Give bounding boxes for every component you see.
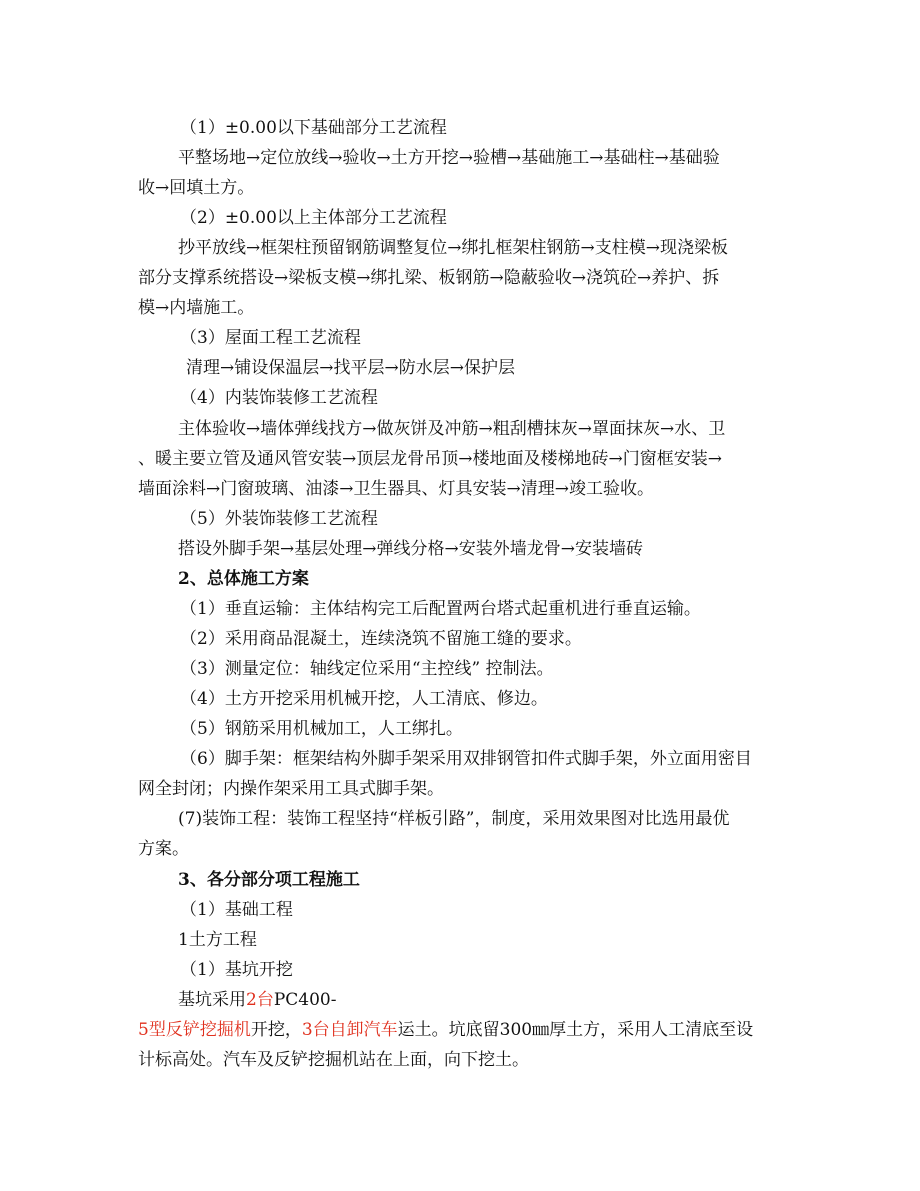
subheading-exterior-flow: （5）外装饰装修工艺流程: [180, 509, 378, 529]
paragraph-line: 网全封闭；内操作架采用工具式脚手架。: [138, 779, 444, 799]
section-heading-overall-plan: 2、总体施工方案: [178, 569, 309, 589]
paragraph-line: 清理→铺设保温层→找平层→防水层→保护层: [186, 358, 515, 378]
paragraph-line: 墙面涂料→门窗玻璃、油漆→卫生器具、灯具安装→清理→竣工验收。: [138, 479, 654, 499]
paragraph-line: 搭设外脚手架→基层处理→弹线分格→安装外墙龙骨→安装墙砖: [178, 539, 643, 559]
list-item: （3）测量定位：轴线定位采用“主控线” 控制法。: [180, 659, 554, 679]
paragraph-line: 收→回填土方。: [138, 178, 255, 198]
list-item: （2）采用商品混凝土，连续浇筑不留施工缝的要求。: [180, 629, 582, 649]
paragraph-line: 主体验收→墙体弹线找方→做灰饼及冲筋→粗刮槽抹灰→罩面抹灰→水、卫: [178, 419, 726, 439]
paragraph-line: [138, 1019, 753, 1041]
subheading-foundation-flow: （1）±0.00以下基础部分工艺流程: [180, 118, 447, 138]
paragraph-line: 计标高处。汽车及反铲挖掘机站在上面，向下挖土。: [138, 1050, 529, 1070]
text-run: 开挖，: [250, 1020, 302, 1040]
text-run: 基坑采用: [178, 990, 246, 1010]
paragraph-line: 部分支撑系统搭设→梁板支模→绑扎梁、板钢筋→隐蔽验收→浇筑砼→养护、拆: [138, 268, 720, 288]
subheading-pit-excavation: （1）基坑开挖: [180, 960, 293, 980]
paragraph-line: 平整场地→定位放线→验收→土方开挖→验槽→基础施工→基础柱→基础验: [178, 148, 720, 168]
subheading-interior-flow: （4）内装饰装修工艺流程: [180, 388, 378, 408]
subheading-earthworks: 1土方工程: [178, 930, 257, 950]
text-run: PC400-: [273, 990, 337, 1010]
list-item: （5）钢筋采用机械加工，人工绑扎。: [180, 719, 463, 739]
subheading-foundation-works: （1）基础工程: [180, 900, 293, 920]
list-item: （1）垂直运输：主体结构完工后配置两台塔式起重机进行垂直运输。: [180, 599, 701, 619]
subheading-main-structure-flow: （2）±0.00以上主体部分工艺流程: [180, 208, 447, 228]
text-run: 运土。坑底留300㎜厚土方，采用人工清底至设: [397, 1020, 754, 1040]
highlighted-text: 5型反铲挖掘机: [138, 1020, 251, 1040]
highlighted-text: 2台: [246, 990, 274, 1010]
paragraph-line: [178, 989, 336, 1011]
subheading-roof-flow: （3）屋面工程工艺流程: [180, 328, 361, 348]
list-item: （4）土方开挖采用机械开挖，人工清底、修边。: [180, 689, 548, 709]
paragraph-line: 、暖主要立管及通风管安装→顶层龙骨吊顶→楼地面及楼梯地砖→门窗框安装→: [138, 449, 722, 469]
list-item: (7)装饰工程：装饰工程坚持“样板引路”，制度，采用效果图对比选用最优: [178, 809, 730, 829]
paragraph-line: 模→内墙施工。: [138, 298, 255, 318]
highlighted-text: 3台自卸汽车: [301, 1020, 398, 1040]
section-heading-subprojects: 3、各分部分项工程施工: [178, 870, 360, 890]
list-item: （6）脚手架：框架结构外脚手架采用双排钢管扣件式脚手架，外立面用密目: [180, 749, 752, 769]
paragraph-line: 抄平放线→框架柱预留钢筋调整复位→绑扎框架柱钢筋→支柱模→现浇梁板: [178, 238, 728, 258]
paragraph-line: 方案。: [138, 839, 189, 859]
